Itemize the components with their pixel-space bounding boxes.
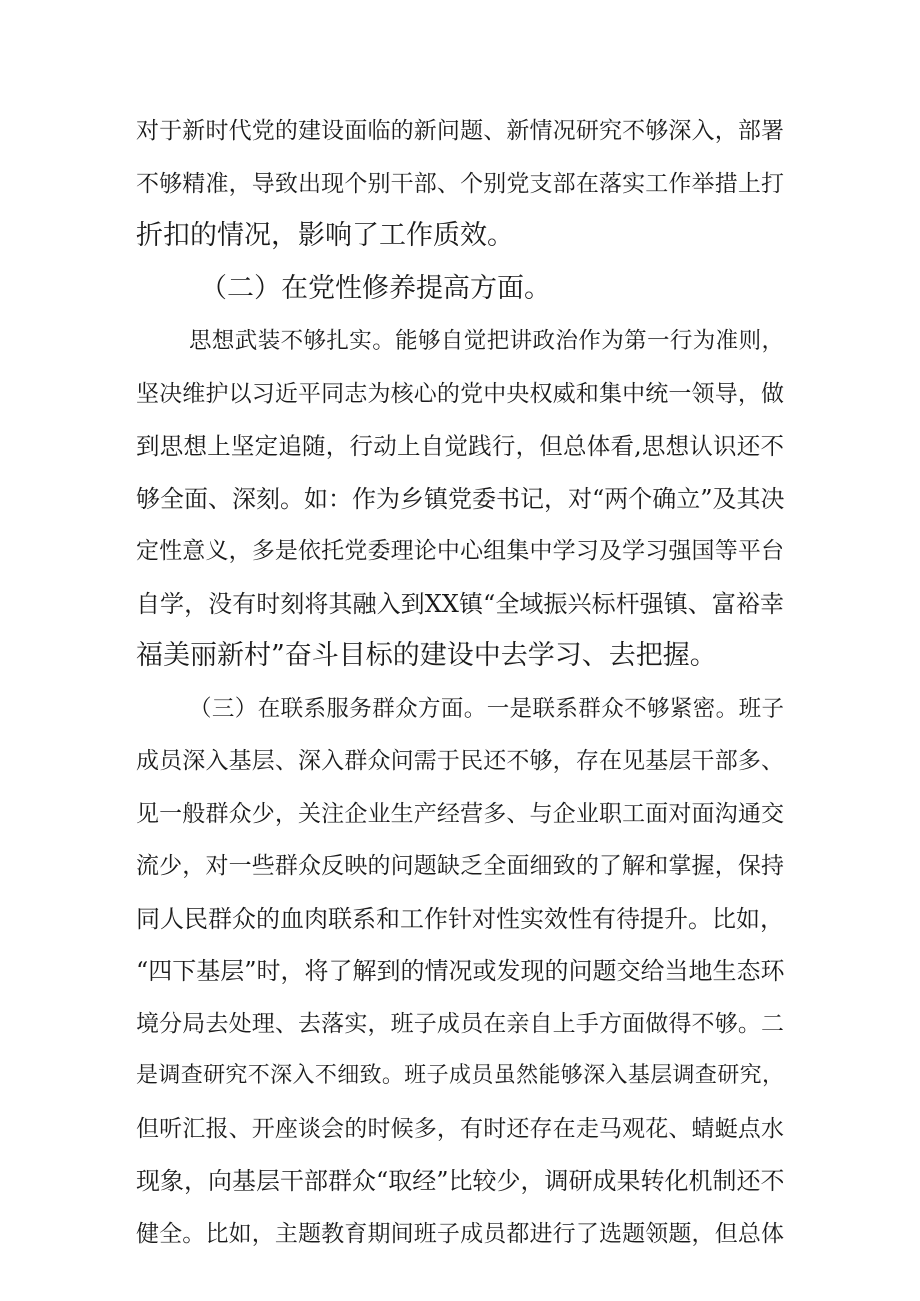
body-text-line: 但听汇报、开座谈会的时候多，有时还存在走马观花、蜻蜓点水: [136, 1116, 784, 1142]
body-text-line: 到思想上坚定追随，行动上自觉践行，但总体看,思想认识还不: [136, 432, 784, 460]
section-heading-2: （二）在党性修养提高方面。: [200, 273, 551, 304]
body-text-line: 折扣的情况，影响了工作质效。: [136, 220, 514, 251]
body-text-line: 是调查研究不深入不细致。班子成员虽然能够深入基层调查研究，: [136, 1063, 784, 1088]
body-text-line: 自学，没有时刻将其融入到XX镇“全域振兴标杆强镇、富裕幸: [136, 590, 784, 618]
body-text-line: 见一般群众少，关注企业生产经营多、与企业职工面对面沟通交: [136, 801, 784, 827]
body-text-line: 福美丽新村”奋斗目标的建设中去学习、去把握。: [136, 640, 717, 671]
body-text-line: “四下基层”时，将了解到的情况或发现的问题交给当地生态环: [136, 957, 785, 985]
body-text-line: 思想武装不够扎实。能够自觉把讲政治作为第一行为准则，: [189, 328, 784, 354]
body-text-line: 不够精准，导致出现个别干部、个别党支部在落实工作举措上打: [136, 171, 784, 197]
body-text-line: 对于新时代党的建设面临的新问题、新情况研究不够深入，部署: [136, 118, 784, 144]
body-text-line: 够全面、深刻。如：作为乡镇党委书记，对“两个确立”及其决: [136, 485, 785, 513]
body-text-line: 同人民群众的血肉联系和工作针对性实效性有待提升。比如，: [136, 905, 784, 933]
body-text-line: 健全。比如，主题教育期间班子成员都进行了选题领题，但总体: [136, 1221, 784, 1247]
body-text-line: 定性意义，多是依托党委理论中心组集中学习及学习强国等平台: [136, 538, 784, 564]
section-heading-3: （三）在联系服务群众方面。一是联系群众不够紧密。班子: [189, 696, 784, 722]
body-text-line: 成员深入基层、深入群众问需于民还不够，存在见基层干部多、: [136, 748, 784, 774]
body-text-line: 现象，向基层干部群众“取经”比较少，调研成果转化机制还不: [136, 1167, 785, 1195]
body-text-line: 坚决维护以习近平同志为核心的党中央权威和集中统一领导，做: [136, 381, 784, 407]
body-text-line: 流少，对一些群众反映的问题缺乏全面细致的了解和掌握，保持: [136, 853, 784, 879]
body-text-line: 境分局去处理、去落实，班子成员在亲自上手方面做得不够。二: [136, 1011, 784, 1037]
